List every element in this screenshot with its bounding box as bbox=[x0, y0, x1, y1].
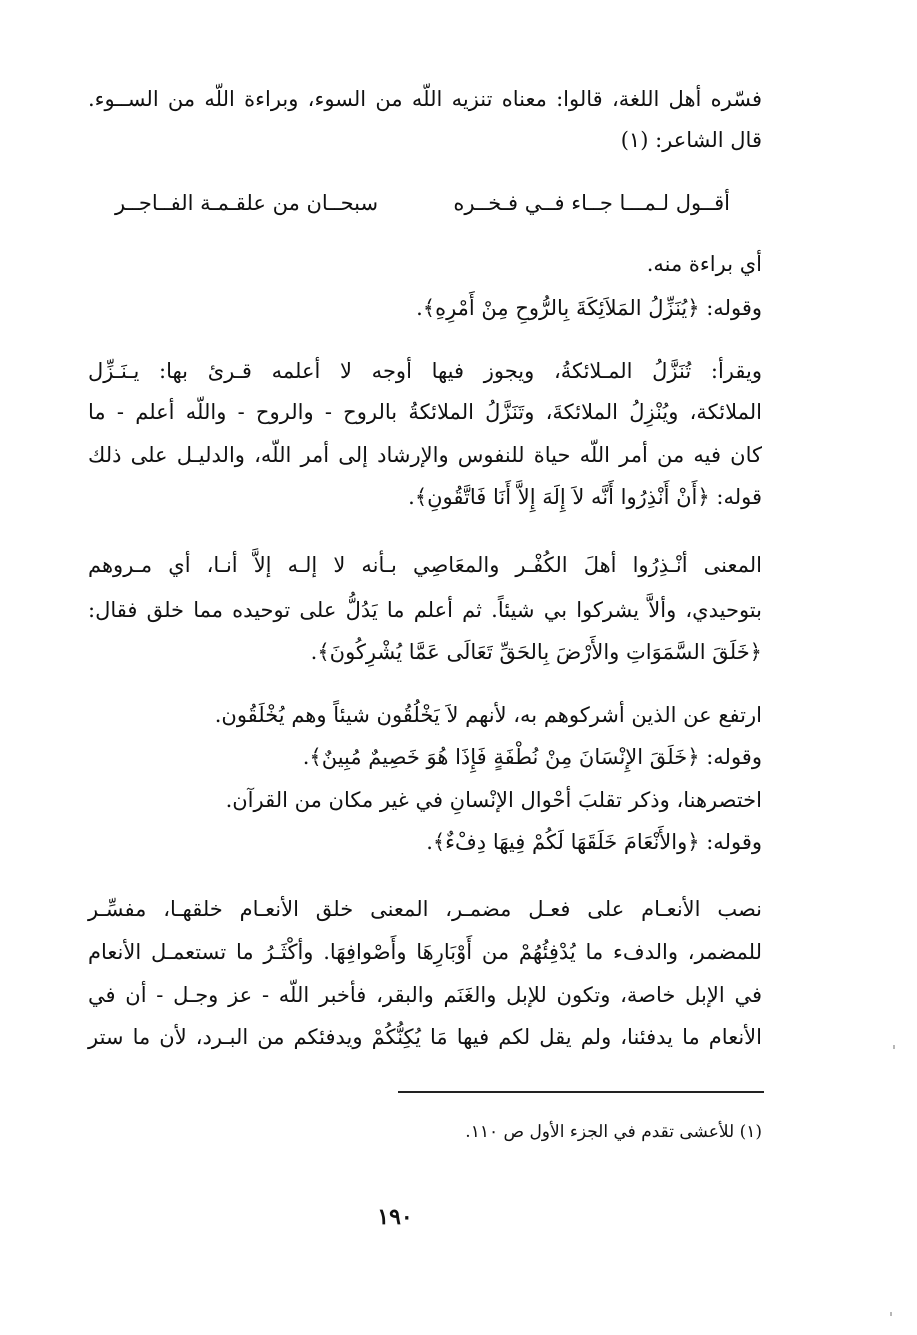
text-line: المعنى أنْـذِرُوا أهلَ الكُفْـر والمعَاصِي بـأنه لا إلـه إلاَّ أنـا، أي مـروهم bbox=[88, 553, 762, 577]
text-line: ﴿خَلَقَ السَّمَوَاتِ والأَرْضَ بِالحَقِّ تَعَالَى عَمَّا يُشْرِكُونَ﴾. bbox=[310, 640, 762, 664]
text-line: نصب الأنعـام على فعـل مضمـر، المعنى خلق الأنعـام خلقهـا، مفسِّـر bbox=[88, 897, 762, 921]
page-number: ١٩٠ bbox=[377, 1204, 413, 1230]
footnote: (١) للأعشى تقدم في الجزء الأول ص ١١٠. bbox=[465, 1122, 762, 1142]
text-line: فسّره أهل اللغة، قالوا: معناه تنزيه اللّه من السوء، وبراءة اللّه من الســوء. bbox=[88, 87, 762, 111]
poetry-verse bbox=[115, 188, 730, 220]
text-line: قال الشاعر: (١) bbox=[620, 128, 762, 152]
text-line: في الإبل خاصة، وتكون للإبل والغَنَم والبقر، فأخبر اللّه - عز وجـل - أن في bbox=[88, 983, 762, 1007]
text-line: بتوحيدي، وألاَّ يشركوا بي شيئاً. ثم أعلم ما يَدُلُّ على توحيده مما خلق فقال: bbox=[88, 598, 762, 622]
scan-speck bbox=[893, 1045, 895, 1049]
footnote-separator bbox=[398, 1091, 764, 1093]
text-line: ارتفع عن الذين أشركوهم به، لأنهم لاَ يَخْلُقُون شيئاً وهم يُخْلَقُون. bbox=[214, 703, 762, 727]
verse-first-hemistich: أقــول لـمـــا جــاء فــي فـخــره bbox=[453, 191, 730, 215]
text-line: وقوله: ﴿خَلَقَ الإِنْسَانَ مِنْ نُطْفَةٍ فَإِذَا هُوَ خَصِيمٌ مُبِينٌ﴾. bbox=[302, 745, 762, 769]
text-line: قوله: ﴿أَنْ أَنْذِرُوا أَنَّه لاَ إِلَهَ إِلاَّ أَنَا فَاتَّقُونِ﴾. bbox=[408, 485, 762, 509]
text-line: ويقرأ: تُنَزَّلُ المـلائكةُ، ويجوز فيها أوجه لا أعلمه قـرئ بها: يـنَـزِّل bbox=[88, 359, 762, 383]
text-line: الملائكة، ويُنْزِلُ الملائكةَ، وتَنَزَّلُ الملائكةُ بالروح - والروح - واللّه أعلم - ما bbox=[88, 400, 762, 424]
text-line: كان فيه من أمر اللّه حياة للنفوس والإرشاد إلى أمر اللّه، والدليـل على ذلك bbox=[88, 443, 762, 467]
scan-speck bbox=[890, 1312, 892, 1316]
text-line: وقوله: ﴿والأَنْعَامَ خَلَقَهَا لَكُمْ فِيهَا دِفْءٌ﴾. bbox=[426, 830, 762, 854]
text-line: الأنعام ما يدفئنا، ولم يقل لكم فيها مَا يُكِنُّكُمْ ويدفئكم من البـرد، لأن ما ستر bbox=[88, 1025, 762, 1049]
text-line: للمضمر، والدفء ما يُدْفِئُهُمْ من أَوْبَارِهَا وأَصْوافِهَا. وأكْثَـرُ ما تستعمـل الأنعام bbox=[88, 940, 762, 964]
text-line: اختصرهنا، وذكر تقلبَ أحْوال الإنْسانِ في غير مكان من القرآن. bbox=[225, 788, 762, 812]
text-line: أي براءة منه. bbox=[646, 252, 762, 276]
verse-second-hemistich: سبحــان من علقـمـة الفــاجــر bbox=[115, 191, 379, 215]
text-line: وقوله: ﴿يُنَزِّلُ المَلاَئِكَةَ بِالرُّوحِ مِنْ أَمْرِهِ﴾. bbox=[416, 296, 762, 320]
